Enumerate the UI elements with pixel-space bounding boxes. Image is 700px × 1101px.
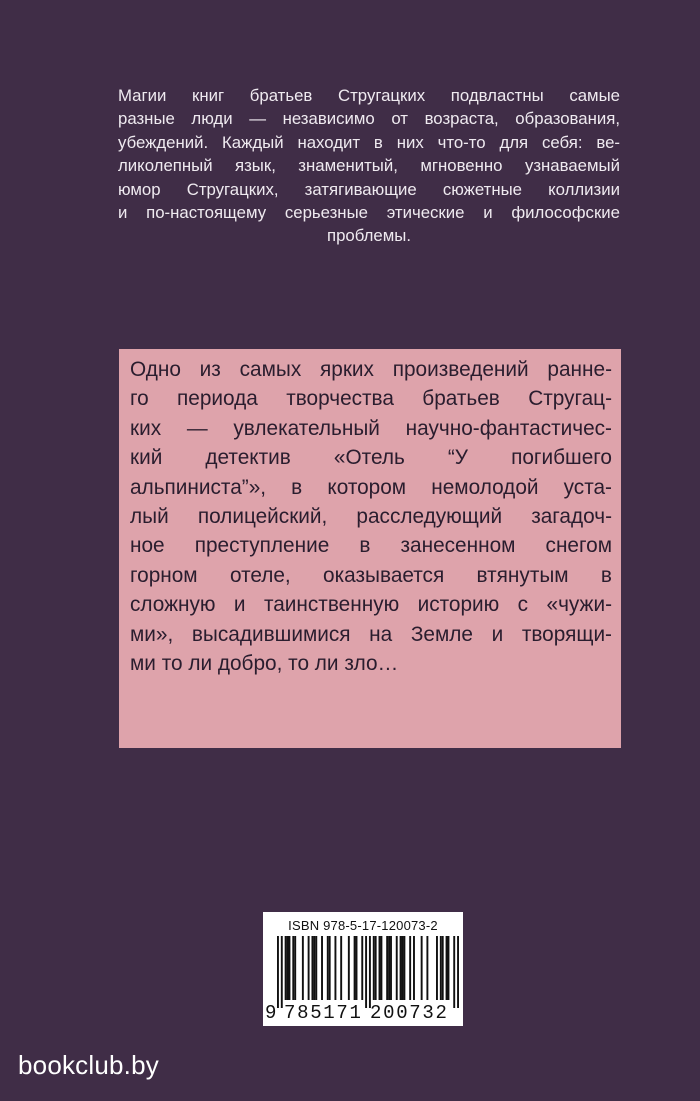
ean-digits — [265, 1002, 461, 1024]
barcode-bar — [361, 936, 363, 1000]
barcode-bar — [321, 936, 323, 1000]
barcode-bar — [386, 936, 388, 1000]
blurb-line: ми», высадившимися на Земле и творящи- — [130, 622, 612, 646]
ean-first-digit: 9 — [265, 1002, 277, 1024]
barcode-bar — [446, 936, 448, 1000]
barcode-bar — [288, 936, 290, 1000]
ean-left-group: 785171 — [284, 1002, 363, 1024]
barcode-bar — [277, 936, 279, 1008]
barcode-bar — [403, 936, 405, 1000]
barcode-bar — [354, 936, 356, 1000]
barcode-bar — [421, 936, 423, 1000]
blurb-line: Одно из самых ярких произведений ранне- — [130, 358, 612, 381]
barcode-bar — [442, 936, 444, 1000]
ean-right-group: 200732 — [370, 1002, 449, 1024]
barcode-bar — [356, 936, 358, 1000]
blurb-line: кий детектив «Отель “У погибшего — [130, 446, 612, 470]
barcode — [263, 912, 463, 1026]
blurb-line: го периода творчества братьев Стругац- — [130, 387, 612, 411]
barcode-bar — [402, 936, 404, 1000]
intro-line: проблемы. — [327, 226, 411, 246]
barcode-bar — [388, 936, 390, 1000]
barcode-bar — [436, 936, 438, 1000]
intro-line: юмор Стругацких, затягивающие сюжетные коллизии — [118, 179, 620, 199]
blurb-line: ми то ли добро, то ли зло… — [130, 652, 399, 676]
barcode-bar — [311, 936, 313, 1000]
barcode-bar — [413, 936, 415, 1000]
intro-line: убеждений. Каждый находит в них что-то для себя: ве- — [118, 132, 620, 152]
barcode-bar — [390, 936, 392, 1000]
blurb-line: лый полицейский, расследующий загадоч- — [130, 505, 612, 529]
barcode-bar — [334, 936, 336, 1000]
barcode-bar — [400, 936, 402, 1000]
barcode-bar — [302, 936, 304, 1000]
site-watermark: bookclub.by — [18, 1050, 159, 1080]
barcode-bar — [348, 936, 350, 1000]
barcode-bar — [448, 936, 450, 1000]
blurb-line: горном отеле, оказывается втянутым в — [130, 563, 612, 587]
barcode-bars — [277, 936, 459, 1008]
barcode-bar — [369, 936, 371, 1008]
blurb-line: ких — увлекательный научно-фантастичес- — [130, 416, 612, 440]
barcode-bar — [373, 936, 375, 1000]
barcode-bar — [292, 936, 294, 1000]
barcode-bar — [313, 936, 315, 1000]
intro-line: ликолепный язык, знаменитый, мгновенно узнаваемый — [118, 156, 620, 176]
barcode-bar — [457, 936, 459, 1008]
barcode-bar — [409, 936, 411, 1000]
barcode-bar — [375, 936, 377, 1000]
barcode-bar — [287, 936, 289, 1000]
blurb-line: альпиниста”», в котором немолодой уста- — [130, 475, 612, 499]
barcode-bar — [340, 936, 342, 1000]
barcode-bar — [308, 936, 310, 1000]
blurb-line: сложную и таинственную историю с «чужи- — [130, 593, 612, 617]
barcode-bar — [380, 936, 382, 1000]
barcode-bar — [396, 936, 398, 1000]
isbn-label: ISBN 978-5-17-120073-2 — [288, 918, 438, 933]
barcode-bar — [379, 936, 381, 1000]
barcode-bar — [315, 936, 317, 1000]
barcode-bar — [285, 936, 287, 1000]
intro-line: и по-настоящему серьезные этические и философские — [118, 203, 620, 223]
barcode-bar — [365, 936, 367, 1008]
barcode-bar — [426, 936, 428, 1000]
intro-paragraph — [118, 84, 620, 248]
barcode-bar — [327, 936, 329, 1000]
barcode-bar — [440, 936, 442, 1000]
barcode-bar — [329, 936, 331, 1000]
intro-line: Магии книг братьев Стругацких подвластны самые — [118, 86, 620, 105]
barcode-bar — [294, 936, 296, 1000]
barcode-bar — [453, 936, 455, 1008]
barcode-bar — [281, 936, 283, 1008]
blurb-line: ное преступление в занесенном снегом — [130, 534, 612, 558]
blurb-paragraph — [130, 355, 612, 678]
intro-line: разные люди — независимо от возраста, образования, — [118, 109, 620, 129]
